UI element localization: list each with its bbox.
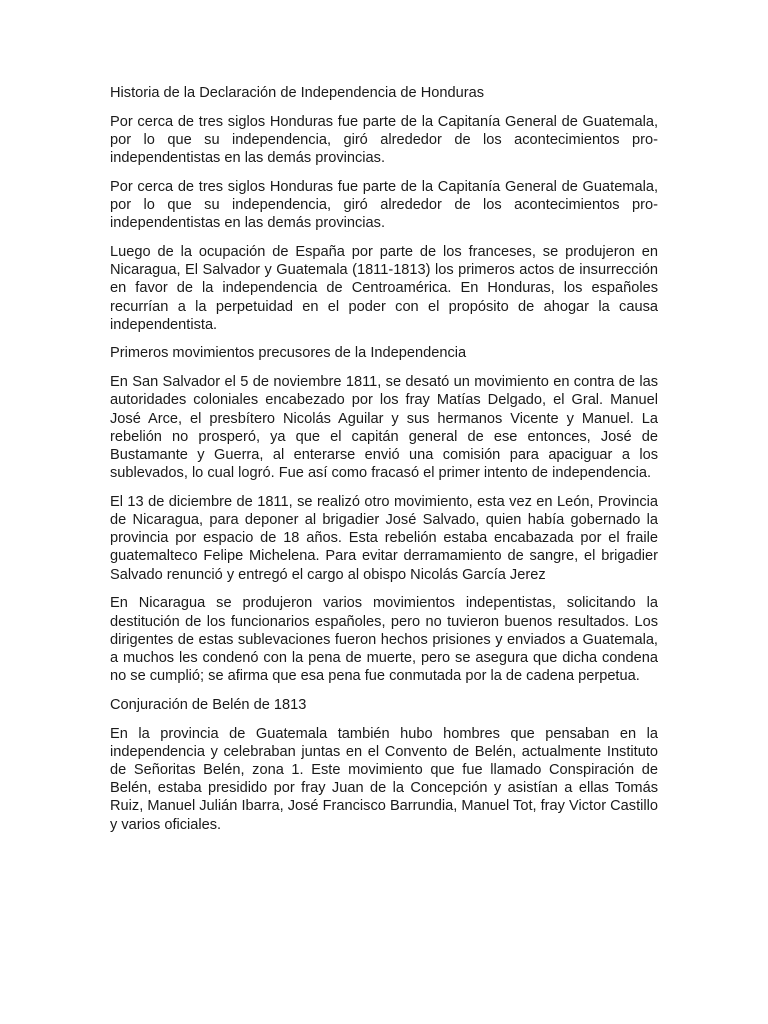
paragraph: Por cerca de tres siglos Honduras fue parte de la Capitanía General de Guatemala, por lo que su independencia, giró alrededor de los acontecimientos pro-independentistas en las demás provincias. xyxy=(110,113,658,167)
paragraph: Por cerca de tres siglos Honduras fue parte de la Capitanía General de Guatemala, por lo que su independencia, giró alrededor de los acontecimientos pro-independentistas en las demás provincias. xyxy=(110,178,658,232)
section-heading: Conjuración de Belén de 1813 xyxy=(110,696,307,713)
paragraph: En San Salvador el 5 de noviembre 1811, se desató un movimiento en contra de las autoridades coloniales encabezado por los fray Matías Delgado, el Gral. Manuel José Arce, el presbítero Nicolás Aguilar y sus hermanos Vicente y Manuel. La rebelión no prosperó, ya que el capitán general de ese entonces, José de Bustamante y Guerra, al enterarse envió una comisión para apaciguar a los sublevados, lo cual logró. Fue así como fracasó el primer intento de independencia. xyxy=(110,374,658,482)
paragraph: En la provincia de Guatemala también hubo hombres que pensaban en la independencia y celebraban juntas en el Convento de Belén, actualmente Instituto de Señoritas Belén, zona 1. Este movimiento que fue llamado Conspiración de Belén, estaba presidido por fray Juan de la Concepción y asistían a ellas Tomás Ruiz, Manuel Julián Ibarra, José Francisco Barrundia, Manuel Tot, fray Victor Castillo y varios oficiales. xyxy=(110,725,658,833)
document-title: Historia de la Declaración de Independencia de Honduras xyxy=(110,85,485,101)
document-body xyxy=(110,84,658,844)
paragraph: En Nicaragua se produjeron varios movimientos indepentistas, solicitando la destitución de los funcionarios españoles, pero no tuvieron buenos resultados. Los dirigentes de estas sublevaciones fueron hechos prisiones y enviados a Guatemala, a muchos les condenó con la pena de muerte, pero se asegura que dicha condena no se cumplió; se afirma que esa pena fue conmutada por la de cadena perpetua. xyxy=(110,595,658,685)
section-heading: Primeros movimientos precusores de la Independencia xyxy=(110,345,467,362)
paragraph: Luego de la ocupación de España por parte de los franceses, se produjeron en Nicaragua, El Salvador y Guatemala (1811-1813) los primeros actos de insurrección en favor de la independencia de Centroamérica. En Honduras, los españoles recurrían a la perpetuidad en el poder con el propósito de ahogar la causa independentista. xyxy=(110,243,658,333)
paragraph: El 13 de diciembre de 1811, se realizó otro movimiento, esta vez en León, Provincia de Nicaragua, para deponer al brigadier José Salvado, quien había gobernado la provincia por espacio de 18 años. Esta rebelión estaba encabazada por el fraile guatemalteco Felipe Michelena. Para evitar derramamiento de sangre, el brigadier Salvado renunció y entregó el cargo al obispo Nicolás García Jerez xyxy=(110,493,658,583)
